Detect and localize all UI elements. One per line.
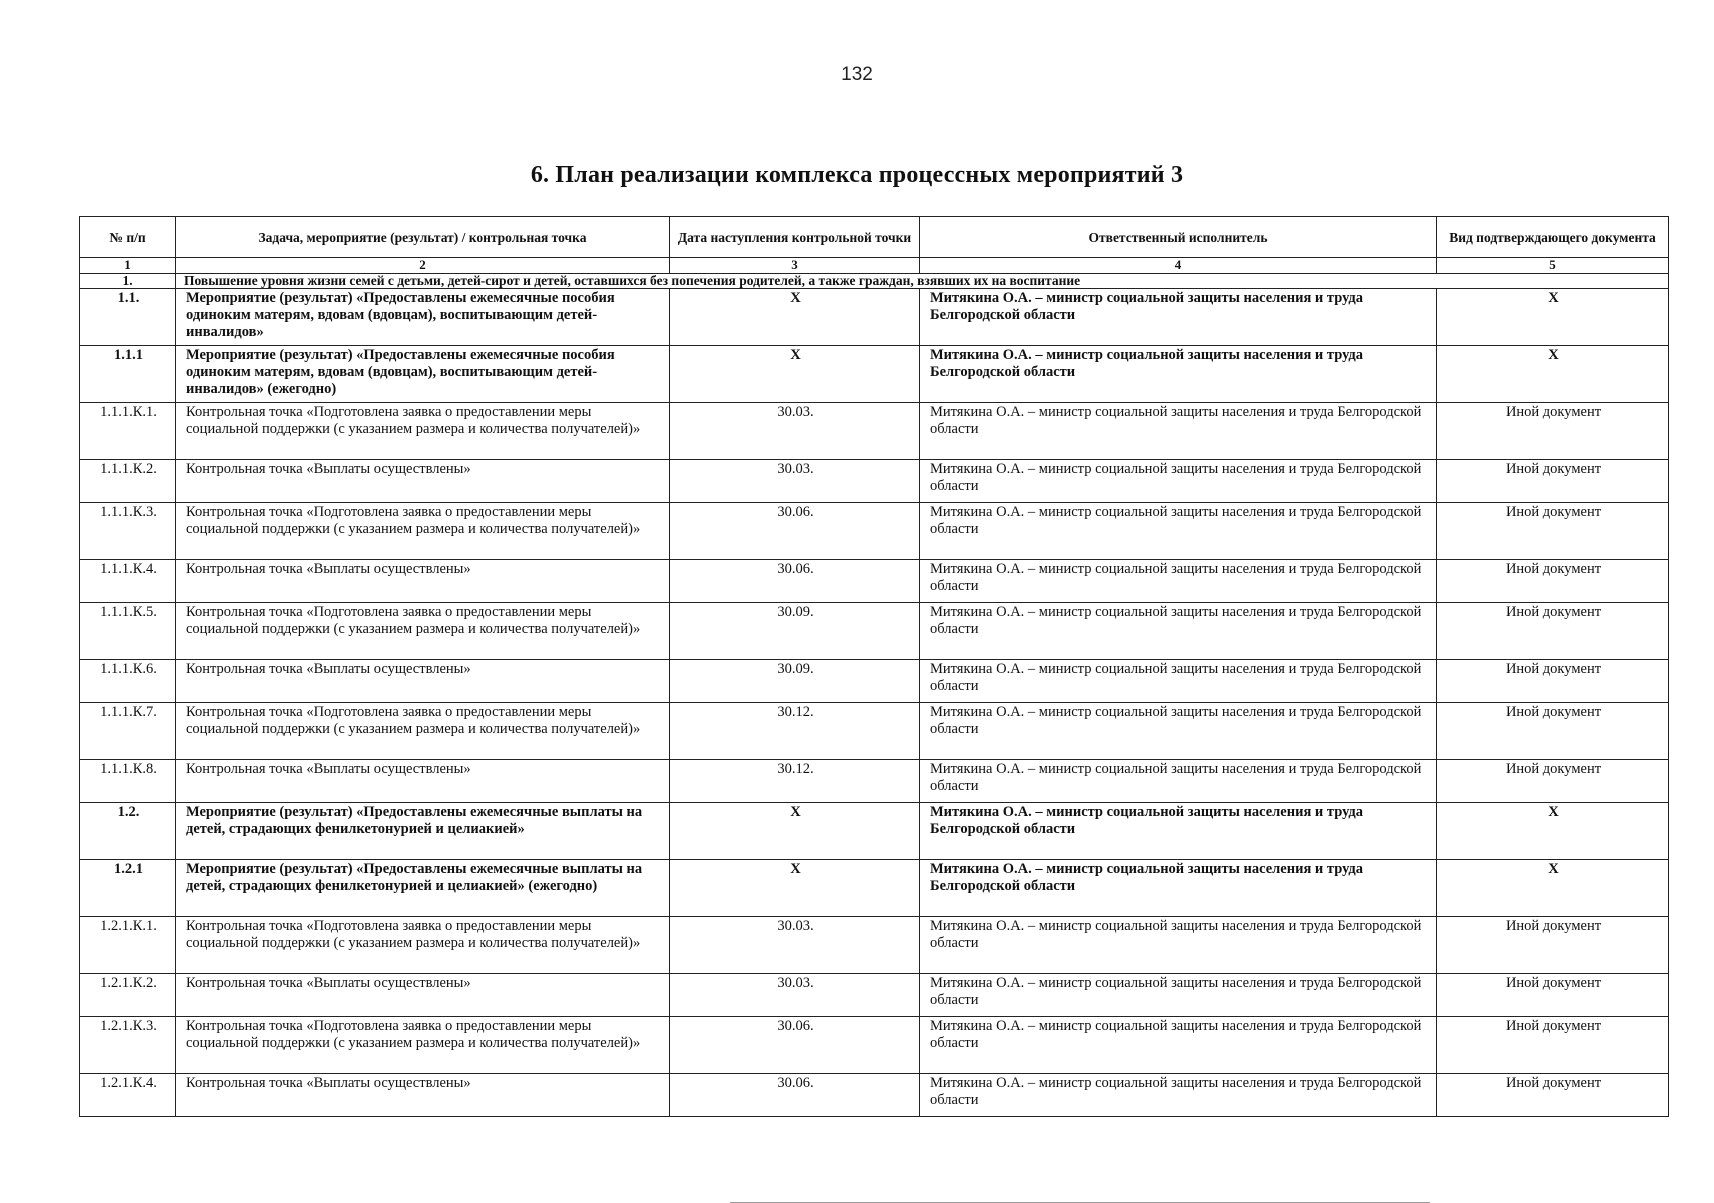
- row-executor: Митякина О.А. – министр социальной защиты населения и труда Белгородской области: [920, 603, 1437, 660]
- row-number: 1.1.1.К.3.: [80, 503, 176, 560]
- row-executor: Митякина О.А. – министр социальной защиты населения и труда Белгородской области: [920, 917, 1437, 974]
- row-task: Контрольная точка «Выплаты осуществлены»: [176, 560, 670, 603]
- row-date: 30.06.: [670, 1017, 920, 1074]
- row-date: 30.03.: [670, 917, 920, 974]
- checkpoint-row: [80, 1074, 1669, 1117]
- row-document: X: [1437, 860, 1669, 917]
- row-number: 1.1.1.К.4.: [80, 560, 176, 603]
- checkpoint-row: [80, 560, 1669, 603]
- checkpoint-row: [80, 760, 1669, 803]
- row-document: X: [1437, 346, 1669, 403]
- row-number: 1.1.1.К.5.: [80, 603, 176, 660]
- header-executor: Ответственный исполнитель: [920, 217, 1437, 258]
- row-number: 1.1.1.К.8.: [80, 760, 176, 803]
- row-task: Контрольная точка «Подготовлена заявка о предоставлении меры социальной поддержки (с указанием размера и количества получателей)»: [176, 503, 670, 560]
- row-document: Иной документ: [1437, 974, 1669, 1017]
- row-document: Иной документ: [1437, 1017, 1669, 1074]
- row-executor: Митякина О.А. – министр социальной защиты населения и труда Белгородской области: [920, 1017, 1437, 1074]
- column-number: 5: [1437, 258, 1669, 274]
- row-task: Контрольная точка «Выплаты осуществлены»: [176, 1074, 670, 1117]
- row-document: Иной документ: [1437, 760, 1669, 803]
- row-date: 30.03.: [670, 403, 920, 460]
- row-date: 30.06.: [670, 560, 920, 603]
- row-task: Мероприятие (результат) «Предоставлены ежемесячные пособия одиноким матерям, вдовам (вдовцам), воспитывающим детей-инвалидов» (ежегодно): [176, 346, 670, 403]
- row-date: X: [670, 860, 920, 917]
- row-document: Иной документ: [1437, 703, 1669, 760]
- row-task: Мероприятие (результат) «Предоставлены ежемесячные выплаты на детей, страдающих фенилкетонурией и целиакией»: [176, 803, 670, 860]
- row-number: 1.2.: [80, 803, 176, 860]
- row-task: Контрольная точка «Подготовлена заявка о предоставлении меры социальной поддержки (с указанием размера и количества получателей)»: [176, 1017, 670, 1074]
- row-document: Иной документ: [1437, 560, 1669, 603]
- row-executor: Митякина О.А. – министр социальной защиты населения и труда Белгородской области: [920, 760, 1437, 803]
- row-number: 1.1.1.К.1.: [80, 403, 176, 460]
- row-document: Иной документ: [1437, 403, 1669, 460]
- row-executor: Митякина О.А. – министр социальной защиты населения и труда Белгородской области: [920, 660, 1437, 703]
- column-number: 2: [176, 258, 670, 274]
- checkpoint-row: [80, 703, 1669, 760]
- row-task: Мероприятие (результат) «Предоставлены ежемесячные пособия одиноким матерям, вдовам (вдовцам), воспитывающим детей-инвалидов»: [176, 289, 670, 346]
- row-executor: Митякина О.А. – министр социальной защиты населения и труда Белгородской области: [920, 1074, 1437, 1117]
- row-number: 1.1.1.К.6.: [80, 660, 176, 703]
- row-number: 1.2.1: [80, 860, 176, 917]
- row-number: 1.2.1.К.1.: [80, 917, 176, 974]
- row-executor: Митякина О.А. – министр социальной защиты населения и труда Белгородской области: [920, 974, 1437, 1017]
- checkpoint-row: [80, 603, 1669, 660]
- task-text: Повышение уровня жизни семей с детьми, детей-сирот и детей, оставшихся без попечения родителей, а также граждан, взявших их на воспитание: [176, 274, 1669, 289]
- row-document: Иной документ: [1437, 660, 1669, 703]
- row-number: 1.1.: [80, 289, 176, 346]
- column-number: 1: [80, 258, 176, 274]
- checkpoint-row: [80, 460, 1669, 503]
- row-document: Иной документ: [1437, 917, 1669, 974]
- page-title: 6. План реализации комплекса процессных мероприятий 3: [530, 162, 1184, 188]
- row-executor: Митякина О.А. – министр социальной защиты населения и труда Белгородской области: [920, 703, 1437, 760]
- table-header-row: [80, 217, 1669, 258]
- checkpoint-row: [80, 503, 1669, 560]
- task-row: [80, 274, 1669, 289]
- row-task: Контрольная точка «Подготовлена заявка о предоставлении меры социальной поддержки (с указанием размера и количества получателей)»: [176, 603, 670, 660]
- row-date: 30.06.: [670, 503, 920, 560]
- row-executor: Митякина О.А. – министр социальной защиты населения и труда Белгородской области: [920, 803, 1437, 860]
- row-document: X: [1437, 289, 1669, 346]
- row-date: 30.12.: [670, 760, 920, 803]
- activity-row: [80, 803, 1669, 860]
- row-task: Контрольная точка «Подготовлена заявка о предоставлении меры социальной поддержки (с указанием размера и количества получателей)»: [176, 917, 670, 974]
- row-number: 1.1.1: [80, 346, 176, 403]
- column-number: 3: [670, 258, 920, 274]
- row-number: 1.2.1.К.2.: [80, 974, 176, 1017]
- row-executor: Митякина О.А. – министр социальной защиты населения и труда Белгородской области: [920, 403, 1437, 460]
- row-date: X: [670, 346, 920, 403]
- column-number: 4: [920, 258, 1437, 274]
- header-task: Задача, мероприятие (результат) / контрольная точка: [176, 217, 670, 258]
- row-task: Контрольная точка «Выплаты осуществлены»: [176, 760, 670, 803]
- activity-row: [80, 289, 1669, 346]
- row-number: 1.2.1.К.4.: [80, 1074, 176, 1117]
- row-executor: Митякина О.А. – министр социальной защиты населения и труда Белгородской области: [920, 346, 1437, 403]
- row-task: Мероприятие (результат) «Предоставлены ежемесячные выплаты на детей, страдающих фенилкетонурией и целиакией» (ежегодно): [176, 860, 670, 917]
- header-document: Вид подтверждающего документа: [1437, 217, 1669, 258]
- checkpoint-row: [80, 660, 1669, 703]
- row-date: 30.03.: [670, 974, 920, 1017]
- activity-row: [80, 860, 1669, 917]
- page-number: 132: [841, 64, 873, 85]
- row-date: 30.03.: [670, 460, 920, 503]
- row-executor: Митякина О.А. – министр социальной защиты населения и труда Белгородской области: [920, 289, 1437, 346]
- row-document: Иной документ: [1437, 503, 1669, 560]
- row-date: 30.09.: [670, 660, 920, 703]
- row-date: 30.09.: [670, 603, 920, 660]
- row-task: Контрольная точка «Подготовлена заявка о предоставлении меры социальной поддержки (с указанием размера и количества получателей)»: [176, 403, 670, 460]
- header-num: № п/п: [80, 217, 176, 258]
- checkpoint-row: [80, 1017, 1669, 1074]
- row-document: Иной документ: [1437, 460, 1669, 503]
- checkpoint-row: [80, 403, 1669, 460]
- row-number: 1.1.1.К.7.: [80, 703, 176, 760]
- row-task: Контрольная точка «Подготовлена заявка о предоставлении меры социальной поддержки (с указанием размера и количества получателей)»: [176, 703, 670, 760]
- row-task: Контрольная точка «Выплаты осуществлены»: [176, 460, 670, 503]
- plan-table: [79, 216, 1669, 1117]
- row-executor: Митякина О.А. – министр социальной защиты населения и труда Белгородской области: [920, 860, 1437, 917]
- row-number: 1.1.1.К.2.: [80, 460, 176, 503]
- row-number: 1.2.1.К.3.: [80, 1017, 176, 1074]
- row-document: Иной документ: [1437, 603, 1669, 660]
- row-task: Контрольная точка «Выплаты осуществлены»: [176, 974, 670, 1017]
- row-date: 30.06.: [670, 1074, 920, 1117]
- task-number: 1.: [80, 274, 176, 289]
- checkpoint-row: [80, 974, 1669, 1017]
- checkpoint-row: [80, 917, 1669, 974]
- row-document: X: [1437, 803, 1669, 860]
- row-task: Контрольная точка «Выплаты осуществлены»: [176, 660, 670, 703]
- header-date: Дата наступления контрольной точки: [670, 217, 920, 258]
- row-executor: Митякина О.А. – министр социальной защиты населения и труда Белгородской области: [920, 503, 1437, 560]
- row-executor: Митякина О.А. – министр социальной защиты населения и труда Белгородской области: [920, 460, 1437, 503]
- row-date: X: [670, 289, 920, 346]
- row-date: 30.12.: [670, 703, 920, 760]
- row-date: X: [670, 803, 920, 860]
- row-document: Иной документ: [1437, 1074, 1669, 1117]
- column-numbers-row: [80, 258, 1669, 274]
- row-executor: Митякина О.А. – министр социальной защиты населения и труда Белгородской области: [920, 560, 1437, 603]
- activity-row: [80, 346, 1669, 403]
